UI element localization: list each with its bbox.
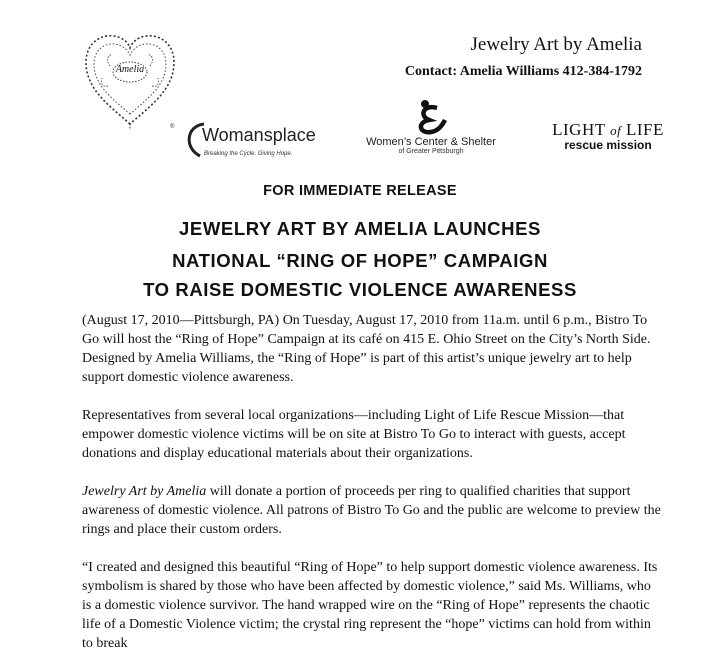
company-name: Jewelry Art by Amelia: [470, 34, 642, 55]
brand-name-italic: Jewelry Art by Amelia: [82, 484, 207, 499]
womansplace-logo: [182, 118, 316, 166]
womens-center-logo: [356, 98, 506, 166]
womens-center-name: Women’s Center & Shelter: [366, 136, 496, 148]
release-label: FOR IMMEDIATE RELEASE: [263, 183, 457, 199]
womens-center-sub: of Greater Pittsburgh: [398, 148, 464, 155]
contact-value: Amelia Williams 412-384-1792: [459, 64, 642, 79]
svg-text:®: ®: [170, 124, 175, 130]
paragraph-2: Representatives from several local organizations—including Light of Life Rescue Mission—that empower domestic violence victims will be on site at Bistro To Go to interact with guests, accept donations and display educational materials about their organizations.: [82, 408, 626, 461]
headline-line-2: NATIONAL “RING OF HOPE” CAMPAIGN: [172, 250, 548, 271]
womansplace-name: Womansplace: [202, 125, 316, 145]
paragraph-3: Jewelry Art by Amelia will donate a portion of proceeds per ring to qualified charities that support awareness of domestic violence. All patrons of Bistro To Go and the public are welcome to preview the rings and place their custom orders.: [82, 484, 661, 537]
amelia-heart-logo: [80, 28, 180, 132]
headline-line-1: JEWELRY ART BY AMELIA LAUNCHES: [179, 218, 541, 239]
contact-label: Contact:: [404, 64, 457, 79]
ampersand-figure-icon: [411, 98, 451, 136]
logo-text: Amelia: [115, 64, 145, 75]
paragraph-4: “I created and designed this beautiful “Ring of Hope” to help support domestic violence awareness. Its symbolism is shared by those who have been affected by domestic violence,” said Ms. Williams, who is a domestic violence survivor. The hand wrapped wire on the “Ring of Hope” represents the chaotic life of a Domestic Violence victim; the crystal ring represent the “hope” victims can hold from within to break: [82, 560, 658, 651]
press-release-body: [82, 311, 662, 672]
headline-line-3: TO RAISE DOMESTIC VIOLENCE AWARENESS: [143, 279, 577, 300]
womansplace-tagline: Breaking the Cycle. Giving Hope.: [204, 151, 293, 157]
contact-line: [405, 64, 642, 80]
light-of-life-subtitle: rescue mission: [564, 138, 652, 152]
light-of-life-logo: [548, 120, 668, 166]
light-of-life-title: LIGHT of LIFE: [552, 120, 664, 139]
paragraph-1: (August 17, 2010—Pittsburgh, PA) On Tuesday, August 17, 2010 from 11a.m. until 6 p.m., Bistro To Go will host the “Ring of Hope” Campaign at its café on 415 E. Ohio Street on the City’s North Side. Designed by Amelia Williams, the “Ring of Hope” is part of this artist’s unique jewelry art to help support domestic violence awareness.: [82, 313, 651, 385]
